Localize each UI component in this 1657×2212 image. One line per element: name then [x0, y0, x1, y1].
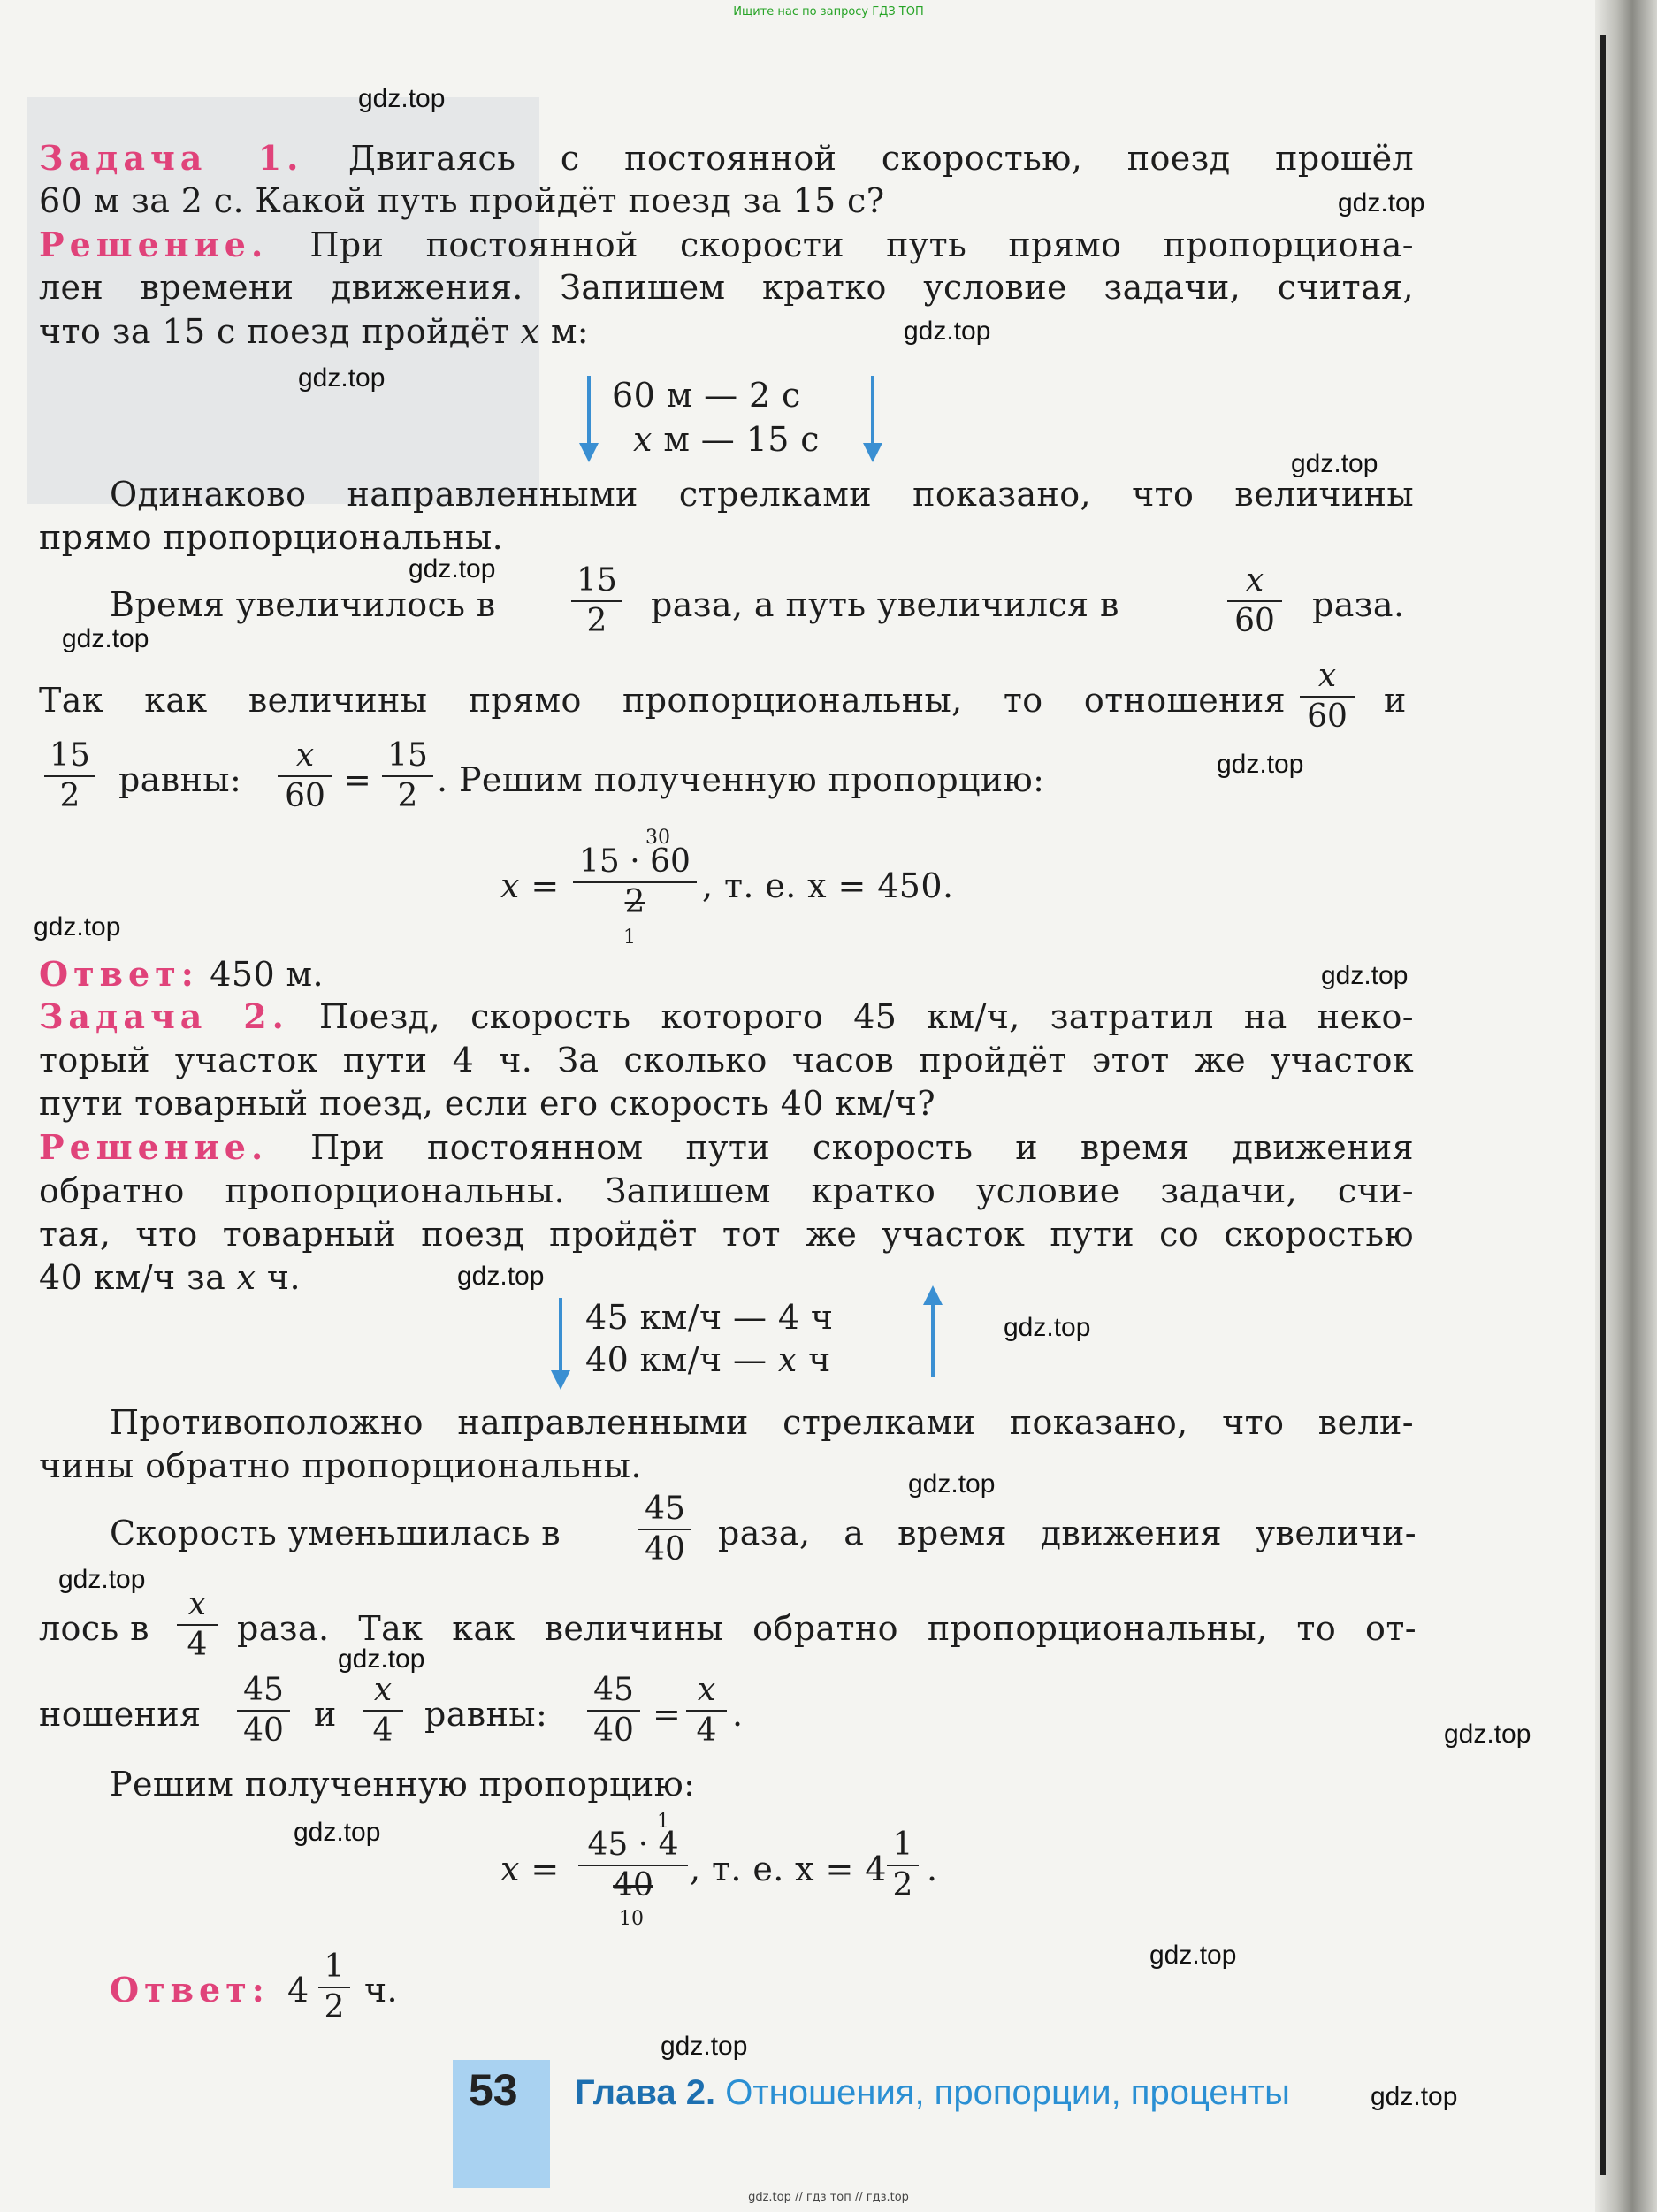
fraction-bar: [686, 1710, 727, 1712]
numerator: [177, 1587, 218, 1622]
denominator: 2: [59, 778, 80, 814]
task2-text-2: торый участок пути 4 ч. За сколько часов пройдёт этот же участок: [39, 1041, 1414, 1079]
fraction-x-60: [1227, 563, 1282, 639]
text: 40 км/ч за: [39, 1258, 237, 1297]
variable-x: x: [520, 312, 540, 351]
task2-text-1: Поезд, скорость которого 45 км/ч, затратил на неко-: [318, 997, 1415, 1036]
fraction-15-2: [44, 738, 95, 814]
numerator: 45: [243, 1672, 284, 1708]
task1-arrows-text-1: Одинаково направленными стрелками показано, что величины: [110, 475, 1414, 514]
text: что за 15 с поезд пройдёт: [39, 312, 521, 351]
equal-text: равны:: [118, 760, 242, 799]
fraction-bar: [578, 1865, 688, 1866]
chapter-label: Глава 2.: [575, 2073, 716, 2112]
fraction-15-2: [571, 563, 622, 639]
denominator: 40: [613, 1867, 653, 1903]
text: 40 км/ч —: [585, 1340, 778, 1379]
watermark: gdz.top: [58, 1565, 146, 1594]
task1-sol-3: [39, 310, 1414, 353]
variable-x: x: [777, 1340, 798, 1379]
fraction-x-4: [686, 1673, 727, 1749]
numerator: [1227, 563, 1282, 599]
watermark: gdz.top: [904, 317, 991, 346]
task2-sol-2: обратно пропорциональны. Запишем кратко условие задачи, счи-: [39, 1171, 1414, 1210]
fraction-x-4: [177, 1587, 218, 1663]
denominator: 40: [243, 1712, 284, 1749]
time-increased-text: Время увеличилось в: [110, 585, 496, 624]
task2-solution-line1: [39, 1126, 1414, 1169]
reduced-1: 1: [623, 927, 636, 949]
text: ч: [797, 1340, 831, 1379]
watermark: gdz.top: [358, 84, 446, 113]
variable-x: x: [697, 1672, 716, 1708]
numerator: 45: [645, 1491, 685, 1527]
fraction-45-40: [237, 1673, 290, 1749]
fraction-bar: [318, 1987, 350, 1988]
denominator: 4: [187, 1627, 208, 1663]
numerator: 45: [593, 1672, 634, 1708]
numerator: 1: [892, 1827, 913, 1863]
variable-x: x: [1245, 562, 1264, 599]
denominator: 2: [397, 778, 418, 814]
speed-decreased-text: Скорость уменьшилась в: [110, 1514, 561, 1552]
calc1-result: , т. е. x = 450.: [702, 866, 954, 905]
task1-line1: [39, 137, 1414, 179]
fraction-bar: [887, 1865, 919, 1866]
path-increased-text: раза, а путь увеличился в: [651, 585, 1119, 624]
equals-sign: =: [343, 760, 372, 799]
answer-label: Ответ:: [110, 1970, 270, 2010]
bottom-note: gdz.top // гдз топ // гдз.top: [748, 2191, 909, 2204]
task1-text-2: 60 м за 2 с. Какой путь пройдёт поезд за 15 с?: [39, 181, 885, 220]
variable-x: x: [1317, 658, 1337, 694]
watermark: gdz.top: [1149, 1941, 1237, 1970]
fraction-bar: [571, 600, 622, 602]
fraction-bar: [1300, 696, 1355, 698]
fraction-bar: [363, 1710, 403, 1712]
watermark: gdz.top: [1004, 1313, 1091, 1342]
solution-label: Решение.: [39, 1127, 269, 1167]
fraction-x-60: [1300, 659, 1355, 735]
calc2-fraction: [578, 1827, 688, 1903]
task2-sol-3: тая, что товарный поезд пройдёт тот же участок пути со скоростью: [39, 1215, 1414, 1254]
watermark: gdz.top: [1371, 2082, 1458, 2111]
chapter-name: Отношения, пропорции, проценты: [725, 2073, 1290, 2112]
and-word: и: [1384, 681, 1407, 720]
task2-label: Задача 2.: [39, 996, 289, 1036]
task2-sol-1: При постоянном пути скорость и время движения: [310, 1128, 1414, 1167]
denominator: 60: [1307, 698, 1348, 735]
lose-text: лось в: [39, 1609, 149, 1648]
numerator: [278, 738, 332, 774]
variable-x: x: [373, 1672, 393, 1708]
direct-arrow-left: [587, 376, 591, 446]
denominator: 60: [285, 778, 325, 814]
chapter-title: [575, 2073, 1290, 2113]
page-binding-line: [1600, 35, 1606, 2175]
equals-sign: =: [531, 866, 560, 905]
denominator: 40: [593, 1712, 634, 1749]
watermark: gdz.top: [294, 1818, 381, 1847]
fraction-bar: [278, 775, 332, 777]
task1-sol-1: При постоянной скорости путь прямо пропорциона-: [309, 225, 1414, 264]
task1-solution-line1: [39, 224, 1414, 266]
fraction-x-60: [278, 738, 332, 814]
calc1-lhs: [500, 865, 571, 907]
reduced-10: 10: [619, 1908, 644, 1930]
fraction-15-2: [382, 738, 433, 814]
scheme2-row2: [585, 1339, 939, 1381]
watermark: gdz.top: [1291, 449, 1378, 478]
watermark: gdz.top: [908, 1469, 996, 1499]
top-note: Ищите нас по запросу ГДЗ ТОП: [733, 5, 924, 19]
text: м:: [539, 312, 589, 351]
fraction-1-2: [887, 1827, 919, 1903]
calc1-fraction: [573, 844, 697, 920]
answer2-whole: 4: [287, 1971, 309, 2010]
equals-sign: =: [653, 1695, 682, 1734]
answer1-line: [39, 953, 1414, 995]
numerator: 15: [577, 562, 617, 599]
solve-text: . Решим полученную пропорцию:: [437, 760, 1045, 799]
period: .: [732, 1695, 744, 1734]
task1-sol-2: лен времени движения. Запишем кратко условие задачи, считая,: [39, 268, 1414, 307]
scheme1-row2: [633, 418, 898, 461]
fraction-bar: [382, 775, 433, 777]
fraction-45-40: [638, 1491, 691, 1567]
variable-x: x: [500, 1850, 520, 1888]
inverse-text: раза. Так как величины обратно пропорциональны, то от-: [237, 1609, 1416, 1648]
ratio-line: Так как величины прямо пропорциональны, то отношения: [39, 681, 1286, 720]
watermark: gdz.top: [457, 1262, 545, 1291]
watermark: gdz.top: [62, 624, 149, 653]
fraction-bar: [587, 1710, 640, 1712]
and-word: и: [314, 1695, 337, 1734]
variable-x: x: [236, 1258, 256, 1297]
watermark: gdz.top: [338, 1644, 425, 1674]
denominator: 2: [624, 884, 645, 920]
watermark: gdz.top: [298, 363, 386, 393]
task2-arrows-text-1: Противоположно направленными стрелками показано, что вели-: [110, 1403, 1414, 1442]
numerator: 15: [50, 737, 90, 774]
watermark: gdz.top: [1321, 961, 1409, 990]
variable-x: x: [295, 737, 315, 774]
scheme2-row1: 45 км/ч — 4 ч: [585, 1298, 834, 1337]
equals-sign: =: [531, 1850, 560, 1888]
numerator: 15: [387, 737, 428, 774]
denominator: 40: [645, 1531, 685, 1567]
denominator: 4: [372, 1712, 393, 1749]
text: м — 15 с: [652, 420, 820, 459]
solve-text: Решим полученную пропорцию:: [110, 1765, 696, 1804]
denominator: 4: [696, 1712, 717, 1749]
numerator: [363, 1673, 403, 1708]
period: .: [927, 1850, 938, 1888]
variable-x: x: [633, 420, 653, 459]
answer2-fraction: [318, 1949, 350, 2025]
text: ч.: [256, 1258, 301, 1297]
numerator: [686, 1673, 727, 1708]
fraction-x-4: [363, 1673, 403, 1749]
watermark: gdz.top: [661, 2032, 748, 2061]
variable-x: x: [500, 866, 520, 905]
times-text: раза.: [1312, 585, 1405, 624]
calc2-result: , т. е. x = 4: [690, 1850, 887, 1888]
task1-label: Задача 1.: [39, 138, 304, 178]
watermark: gdz.top: [1338, 188, 1425, 217]
numerator: 15 · 60: [579, 843, 691, 880]
denominator: 2: [586, 603, 607, 639]
answer2-unit: ч.: [364, 1971, 399, 2010]
denominator: 2: [892, 1867, 913, 1903]
task2-sol-4: [39, 1256, 1414, 1299]
reduced-30: 30: [645, 827, 670, 849]
solution-label: Решение.: [39, 225, 269, 264]
inverse-arrow-down: [559, 1298, 562, 1374]
time-increase-text: раза, а время движения увеличи-: [718, 1514, 1416, 1552]
relations-text: ношения: [39, 1695, 202, 1734]
watermark: gdz.top: [409, 554, 496, 584]
fraction-bar: [1227, 600, 1282, 602]
task2-line1: [39, 995, 1414, 1038]
answer-label: Ответ:: [39, 954, 199, 994]
calc2-lhs: [500, 1848, 571, 1890]
task1-text-1: Двигаясь с постоянной скоростью, поезд прошёл: [347, 139, 1415, 178]
numerator: 45 · 4: [587, 1827, 679, 1863]
watermark: gdz.top: [34, 912, 121, 942]
fraction-bar: [573, 881, 697, 883]
task1-arrows-text-2: прямо пропорциональны.: [39, 518, 504, 557]
equal-text: равны:: [424, 1695, 548, 1734]
watermark: gdz.top: [1444, 1720, 1531, 1749]
scheme1-row1: 60 м — 2 с: [612, 376, 801, 415]
fraction-bar: [44, 775, 95, 777]
answer-value: 450 м.: [210, 955, 324, 994]
fraction-bar: [638, 1529, 691, 1530]
fraction-45-40: [587, 1673, 640, 1749]
reduced-1: 1: [657, 1811, 669, 1833]
variable-x: x: [187, 1586, 207, 1622]
denominator: 60: [1234, 603, 1275, 639]
fraction-bar: [237, 1710, 290, 1712]
task2-text-3: пути товарный поезд, если его скорость 40 км/ч?: [39, 1084, 936, 1123]
numerator: 1: [324, 1949, 345, 1985]
task2-arrows-text-2: чины обратно пропорциональны.: [39, 1446, 642, 1485]
numerator: [1300, 659, 1355, 694]
watermark: gdz.top: [1217, 750, 1304, 779]
denominator: 2: [324, 1989, 345, 2025]
fraction-bar: [177, 1624, 218, 1626]
page-number: 53: [469, 2065, 518, 2115]
